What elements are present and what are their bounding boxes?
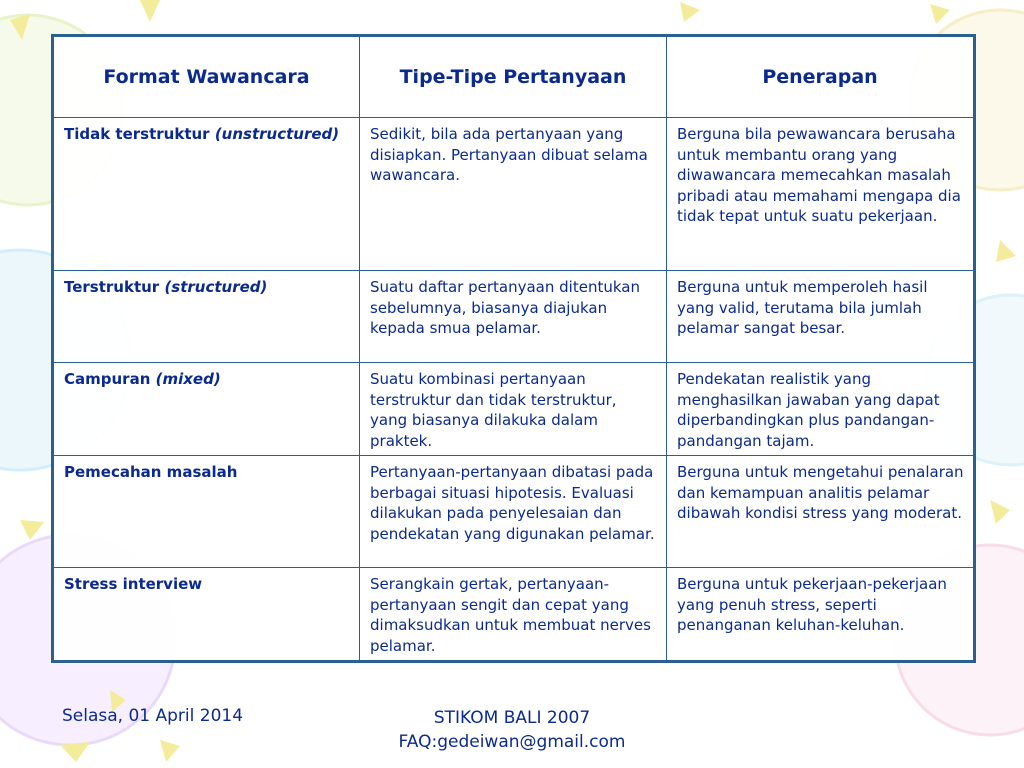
header-application: Penerapan [667,36,975,118]
format-label: Stress interview [64,575,203,593]
question-types-cell: Serangkain gertak, pertanyaan-pertanyaan sengit dan cepat yang dimaksudkan untuk membuat nerves pelamar. [360,568,667,662]
format-cell [53,363,360,456]
table-row [53,456,975,568]
question-types-cell: Suatu daftar pertanyaan ditentukan sebelumnya, biasanya diajukan kepada smua pelamar. [360,271,667,363]
table-row [53,363,975,456]
footer-contact: FAQ:gedeiwan@gmail.com [398,732,626,752]
format-label: Pemecahan masalah [64,463,238,481]
format-cell [53,271,360,363]
footer-org: STIKOM BALI 2007 [433,708,591,728]
application-cell: Pendekatan realistik yang menghasilkan jawaban yang dapat diperbandingkan plus pandangan-pandangan tajam. [667,363,975,456]
question-types-cell: Sedikit, bila ada pertanyaan yang disiapkan. Pertanyaan dibuat selama wawancara. [360,118,667,271]
application-cell: Berguna untuk pekerjaan-pekerjaan yang penuh stress, seperti penanganan keluhan-keluhan. [667,568,975,662]
application-cell: Berguna bila pewawancara berusaha untuk membantu orang yang diwawancara memecahkan masalah pribadi atau memahami mengapa dia tidak tepat untuk suatu pekerjaan. [667,118,975,271]
table-row [53,271,975,363]
format-cell [53,568,360,662]
table-row [53,568,975,662]
table-header-row [53,36,975,118]
format-cell [53,456,360,568]
application-cell: Berguna untuk mengetahui penalaran dan kemampuan analitis pelamar dibawah kondisi stress yang moderat. [667,456,975,568]
application-cell: Berguna untuk memperoleh hasil yang valid, terutama bila jumlah pelamar sangat besar. [667,271,975,363]
header-format: Format Wawancara [53,36,360,118]
format-label: Terstruktur [64,278,160,296]
format-english-label: (mixed) [155,370,221,388]
table-row [53,118,975,271]
format-cell [53,118,360,271]
interview-format-table [51,34,976,663]
header-question-types: Tipe-Tipe Pertanyaan [360,36,667,118]
footer-date: Selasa, 01 April 2014 [62,706,244,726]
question-types-cell: Suatu kombinasi pertanyaan terstruktur dan tidak terstruktur, yang biasanya dilakuka dalam praktek. [360,363,667,456]
format-english-label: (structured) [164,278,268,296]
format-label: Campuran [64,370,151,388]
question-types-cell: Pertanyaan-pertanyaan dibatasi pada berbagai situasi hipotesis. Evaluasi dilakukan pada penyelesaian dan pendekatan yang digunakan pelamar. [360,456,667,568]
format-english-label: (unstructured) [214,125,340,143]
format-label: Tidak terstruktur [64,125,210,143]
footer-center [362,706,662,754]
